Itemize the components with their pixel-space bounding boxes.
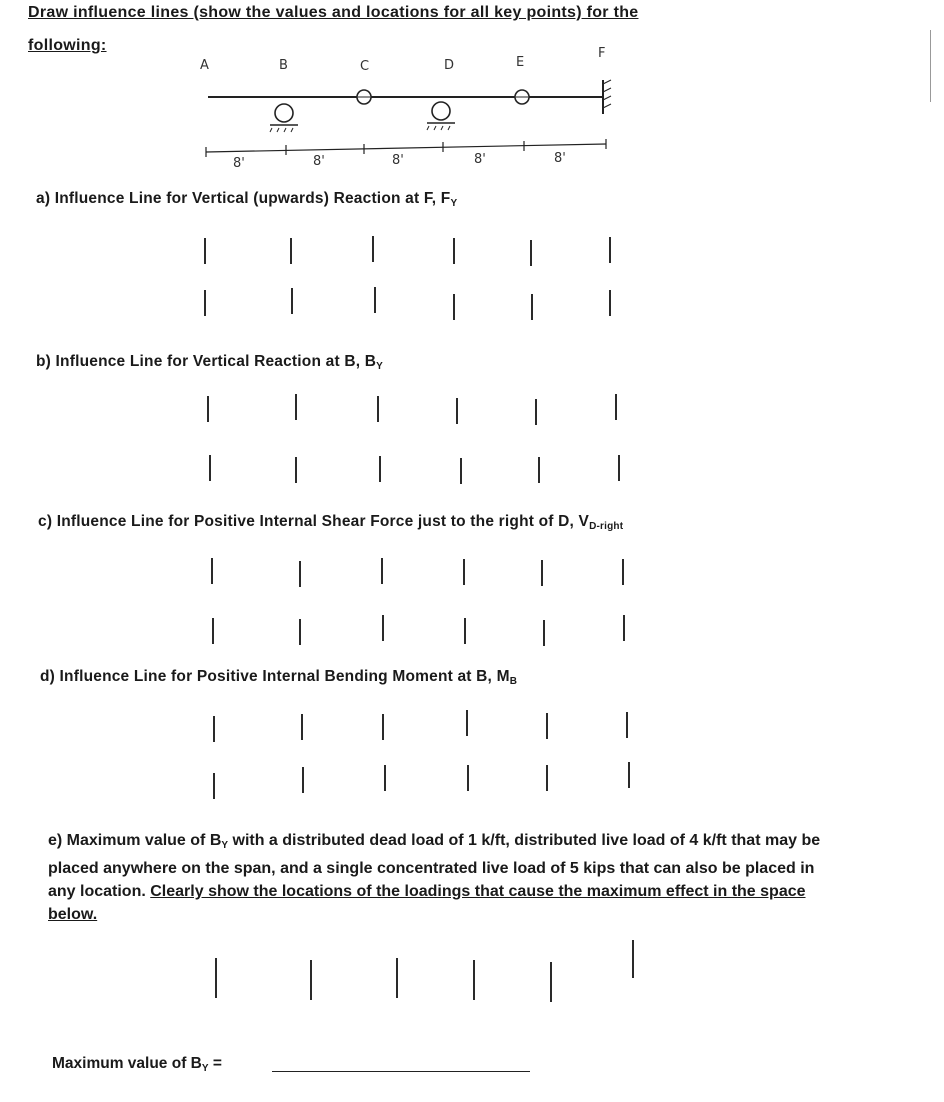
dimension-line bbox=[206, 144, 606, 152]
roller-support-b bbox=[275, 104, 293, 122]
span-label-cd: 8' bbox=[392, 153, 404, 168]
span-label-ef: 8' bbox=[554, 151, 566, 166]
roller-support-d bbox=[432, 102, 450, 120]
span-label-ab: 8' bbox=[233, 156, 245, 171]
span-label-bc: 8' bbox=[313, 154, 325, 169]
point-label-a: A bbox=[200, 58, 209, 73]
header-line-1: Draw influence lines (show the values and locations for all key points) for the bbox=[28, 4, 639, 21]
part-e-prompt: e) Maximum value of $B_Y$ with a distributed dead load of 1 k/ft, distributed live load of 4 k/ft that may be placed anywhere on the span, and a single concentrated live load of 5 kips that can also be placed in any location. Clearly show the locations of the loadings that cause the maximum effect in the space below. bbox=[48, 832, 821, 923]
point-label-d: D bbox=[444, 58, 455, 73]
answer-blank[interactable] bbox=[272, 1071, 530, 1072]
point-label-e: E bbox=[516, 55, 525, 70]
section-a-title: a) Influence Line for Vertical (upwards) Reaction at F, $F_Y$ bbox=[36, 190, 458, 209]
header-line-2: following: bbox=[28, 37, 107, 54]
section-c-title: c) Influence Line for Positive Internal Shear Force just to the right of D, $V_{D-right}$ bbox=[38, 513, 624, 532]
beam-diagram bbox=[0, 40, 944, 190]
section-d-title: d) Influence Line for Positive Internal Bending Moment at B, $M_B$ bbox=[40, 668, 518, 687]
point-label-c: C bbox=[360, 59, 370, 74]
point-label-b: B bbox=[279, 58, 288, 73]
point-label-f: F bbox=[598, 46, 606, 61]
span-label-de: 8' bbox=[474, 152, 486, 167]
answer-label: Maximum value of $B_Y$ = bbox=[52, 1055, 222, 1074]
section-b-title: b) Influence Line for Vertical Reaction at B, $B_Y$ bbox=[36, 353, 384, 372]
